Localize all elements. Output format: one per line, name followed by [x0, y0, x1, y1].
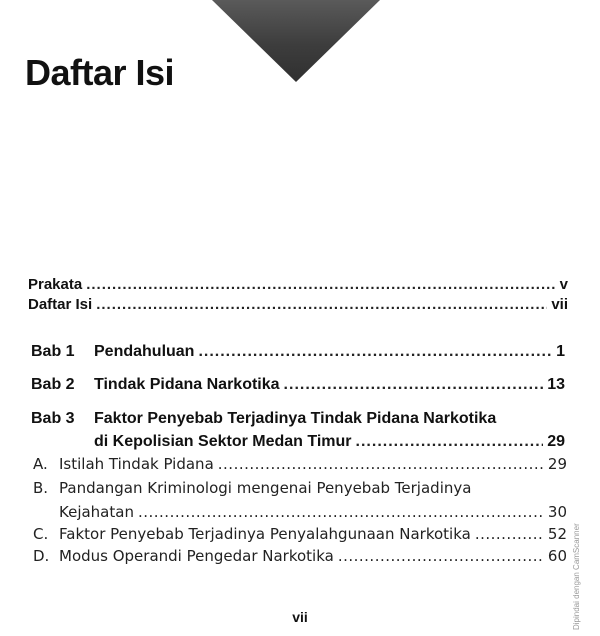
toc-entry-label: Pendahuluan: [94, 343, 195, 360]
page-number: vii: [292, 609, 308, 625]
toc-entry-page: 52: [547, 525, 567, 543]
toc-entry-bab-2[interactable]: [31, 376, 565, 394]
leader-dots: [96, 296, 547, 313]
toc-entry-page: v: [559, 276, 568, 293]
toc-entry-section-b-line2[interactable]: [59, 503, 567, 521]
toc-entry-label: Pandangan Kriminologi mengenai Penyebab Terjadinya: [59, 479, 472, 497]
toc-entry-label: Modus Operandi Pengedar Narkotika: [59, 547, 334, 565]
toc-entry-prakata[interactable]: [28, 276, 568, 293]
leader-dots: [218, 455, 544, 473]
toc-entry-page: 13: [547, 376, 565, 393]
toc-entry-bab-3-line1[interactable]: [31, 410, 496, 428]
section-letter: A.: [33, 455, 48, 473]
toc-entry-label: Tindak Pidana Narkotika: [94, 376, 280, 393]
toc-entry-label: di Kepolisian Sektor Medan Timur: [94, 433, 352, 450]
leader-dots: [475, 525, 544, 543]
scanner-watermark: [572, 523, 593, 630]
toc-entry-label: Faktor Penyebab Terjadinya Penyalahgunaan Narkotika: [59, 525, 471, 543]
toc-entry-daftar-isi[interactable]: [28, 296, 568, 313]
toc-entry-label: Kejahatan: [59, 503, 134, 521]
toc-entry-page: 1: [556, 343, 565, 360]
chapter-prefix: Bab 1: [31, 343, 75, 360]
leader-dots: [284, 376, 544, 394]
section-letter: D.: [33, 547, 50, 565]
leader-dots: [198, 343, 552, 361]
toc-entry-page: 60: [547, 547, 567, 565]
toc-entry-section-a[interactable]: [33, 455, 567, 473]
toc-entry-section-b-line1[interactable]: [33, 479, 471, 497]
toc-entry-label: Faktor Penyebab Terjadinya Tindak Pidana Narkotika: [94, 410, 497, 427]
leader-dots: [356, 433, 544, 451]
page-title: Daftar Isi: [25, 52, 175, 93]
toc-entry-label: Daftar Isi: [28, 296, 93, 313]
toc-entry-section-c[interactable]: [33, 525, 567, 543]
toc-entry-label: Prakata: [28, 276, 83, 293]
decorative-triangle: [212, 0, 380, 82]
leader-dots: [86, 276, 555, 293]
toc-entry-page: 30: [547, 503, 567, 521]
toc-entry-label: Istilah Tindak Pidana: [59, 455, 214, 473]
toc-entry-page: 29: [547, 455, 567, 473]
chapter-prefix: Bab 2: [31, 376, 75, 393]
toc-entry-page: vii: [551, 296, 568, 313]
toc-entry-bab-1[interactable]: [31, 343, 565, 361]
toc-entry-page: 29: [547, 433, 565, 450]
leader-dots: [338, 547, 544, 565]
toc-entry-bab-3-line2[interactable]: [94, 433, 565, 451]
chapter-prefix: Bab 3: [31, 410, 75, 427]
leader-dots: [138, 503, 544, 521]
scanner-watermark-text: Dipindai dengan CamScanner: [572, 523, 581, 630]
section-letter: B.: [33, 479, 49, 497]
toc-entry-section-d[interactable]: [33, 547, 567, 565]
section-letter: C.: [33, 525, 49, 543]
